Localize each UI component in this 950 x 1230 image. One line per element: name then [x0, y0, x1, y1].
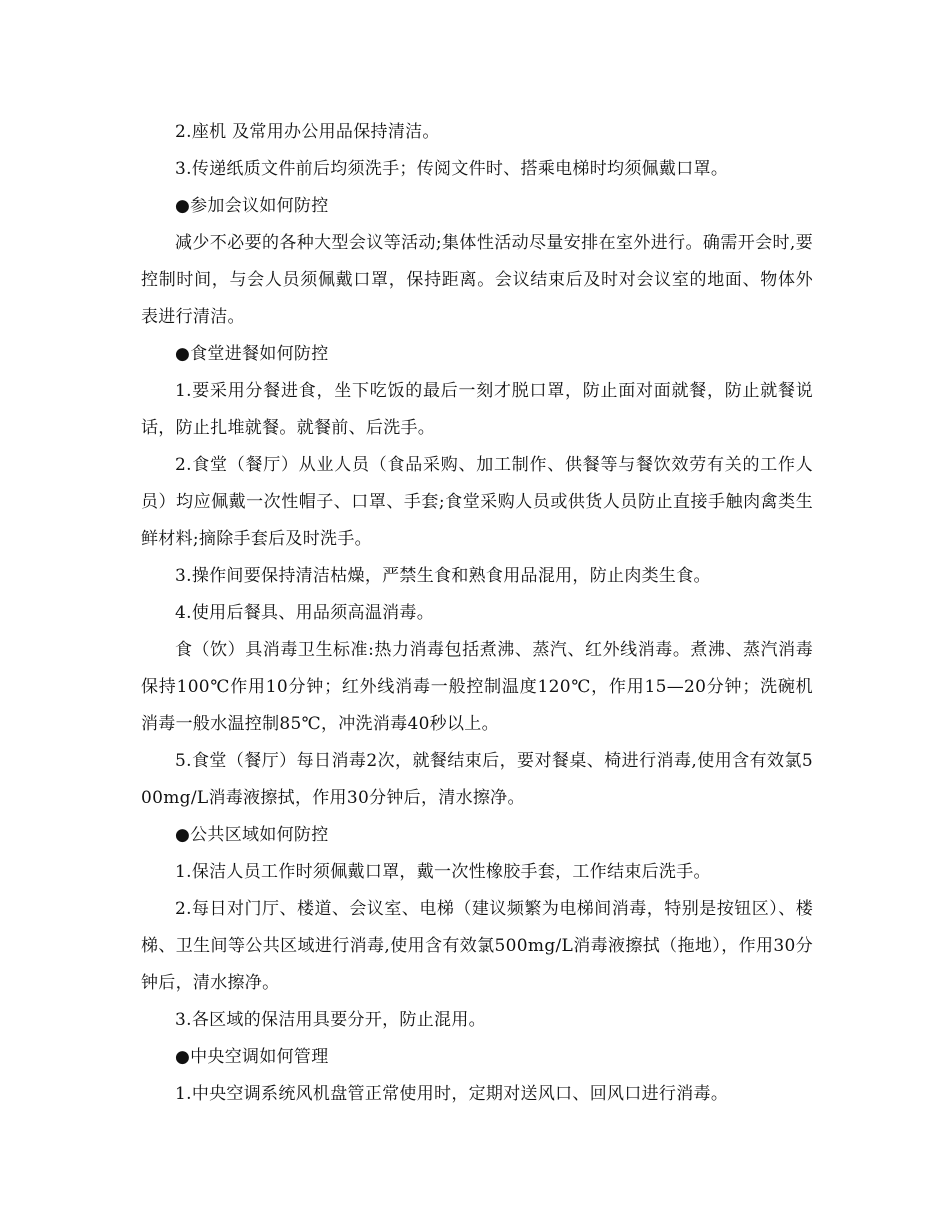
paragraph-meetings: 减少不必要的各种大型会议等活动;集体性活动尽量安排在室外进行。确需开会时,要控制时间，与会人员须佩戴口罩，保持距离。会议结束后及时对会议室的地面、物体外表进行清洁。	[141, 233, 813, 327]
list-item-canteen-staff: 2.食堂（餐厅）从业人员（食品采购、加工制作、供餐等与餐饮效劳有关的工作人员）均应佩戴一次性帽子、口罩、手套;食堂采购人员或供货人员防止直接手触肉禽类生鲜材料;摘除手套后及时洗手。	[141, 455, 813, 549]
section-heading-canteen: ●食堂进餐如何防控	[175, 344, 329, 364]
list-item-air-vent-disinfection: 1.中央空调系统风机盘管正常使用时，定期对送风口、回风口进行消毒。	[175, 1084, 729, 1104]
list-item-tableware-disinfection: 4.使用后餐具、用品须高温消毒。	[175, 603, 435, 623]
document-body	[141, 114, 813, 1113]
section-heading-meetings: ●参加会议如何防控	[175, 196, 329, 216]
list-item-kitchen-hygiene: 3.操作间要保持清洁枯燥，严禁生食和熟食用品混用，防止肉类生食。	[175, 566, 711, 586]
list-item-cleaning-staff: 1.保洁人员工作时须佩戴口罩，戴一次性橡胶手套，工作结束后洗手。	[175, 862, 711, 882]
list-item-handwashing-masks: 3.传递纸质文件前后均须洗手；传阅文件时、搭乘电梯时均须佩戴口罩。	[175, 159, 729, 179]
section-heading-public-areas: ●公共区域如何防控	[175, 825, 329, 845]
list-item-daily-disinfection: 5.食堂（餐厅）每日消毒2次，就餐结束后，要对餐桌、椅进行消毒,使用含有效氯500mg/L消毒液擦拭，作用30分钟后，清水擦净。	[141, 751, 813, 808]
paragraph-disinfection-standard: 食（饮）具消毒卫生标准:热力消毒包括煮沸、蒸汽、红外线消毒。煮沸、蒸汽消毒保持100℃作用10分钟；红外线消毒一般控制温度120℃，作用15—20分钟；洗碗机消毒一般水温控制85℃，冲洗消毒40秒以上。	[141, 640, 813, 734]
list-item-separate-tools: 3.各区域的保洁用具要分开，防止混用。	[175, 1010, 486, 1030]
list-item-separate-meals: 1.要采用分餐进食，坐下吃饭的最后一刻才脱口罩，防止面对面就餐，防止就餐说话，防止扎堆就餐。就餐前、后洗手。	[141, 381, 813, 438]
list-item-public-area-disinfection: 2.每日对门厅、楼道、会议室、电梯（建议频繁为电梯间消毒，特别是按钮区）、楼梯、卫生间等公共区域进行消毒,使用含有效氯500mg/L消毒液擦拭（拖地），作用30分钟后，清水擦净。	[141, 899, 813, 993]
list-item-desk-phone-cleaning: 2.座机 及常用办公用品保持清洁。	[175, 122, 440, 142]
section-heading-air-conditioning: ●中央空调如何管理	[175, 1047, 329, 1067]
